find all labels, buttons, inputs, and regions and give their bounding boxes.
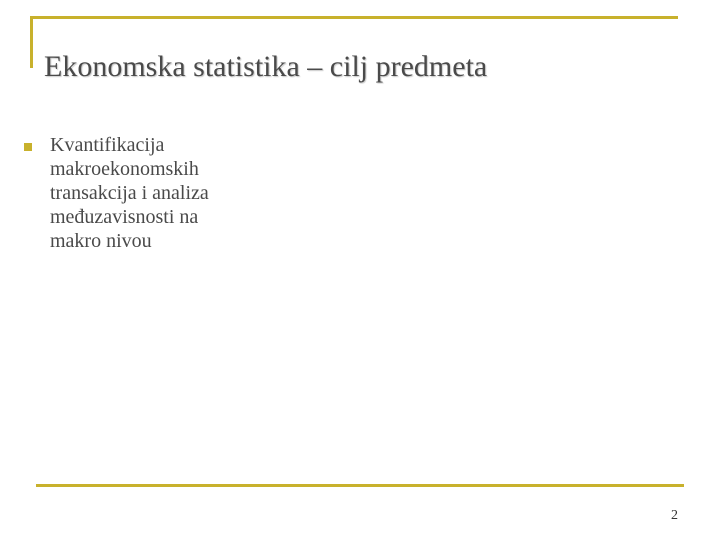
title-frame-left-line [30,16,33,68]
square-bullet-icon [24,143,32,151]
bullet-list [24,133,250,253]
bullet-text: Kvantifikacija makroekonomskih transakcija i analiza međuzavisnosti na makro nivou [50,134,209,252]
bullet-item [24,133,250,253]
page-number: 2 [671,508,678,523]
slide-title: Ekonomska statistika – cilj predmeta [44,50,488,83]
bottom-rule [36,484,684,487]
title-frame-top-line [30,16,678,19]
